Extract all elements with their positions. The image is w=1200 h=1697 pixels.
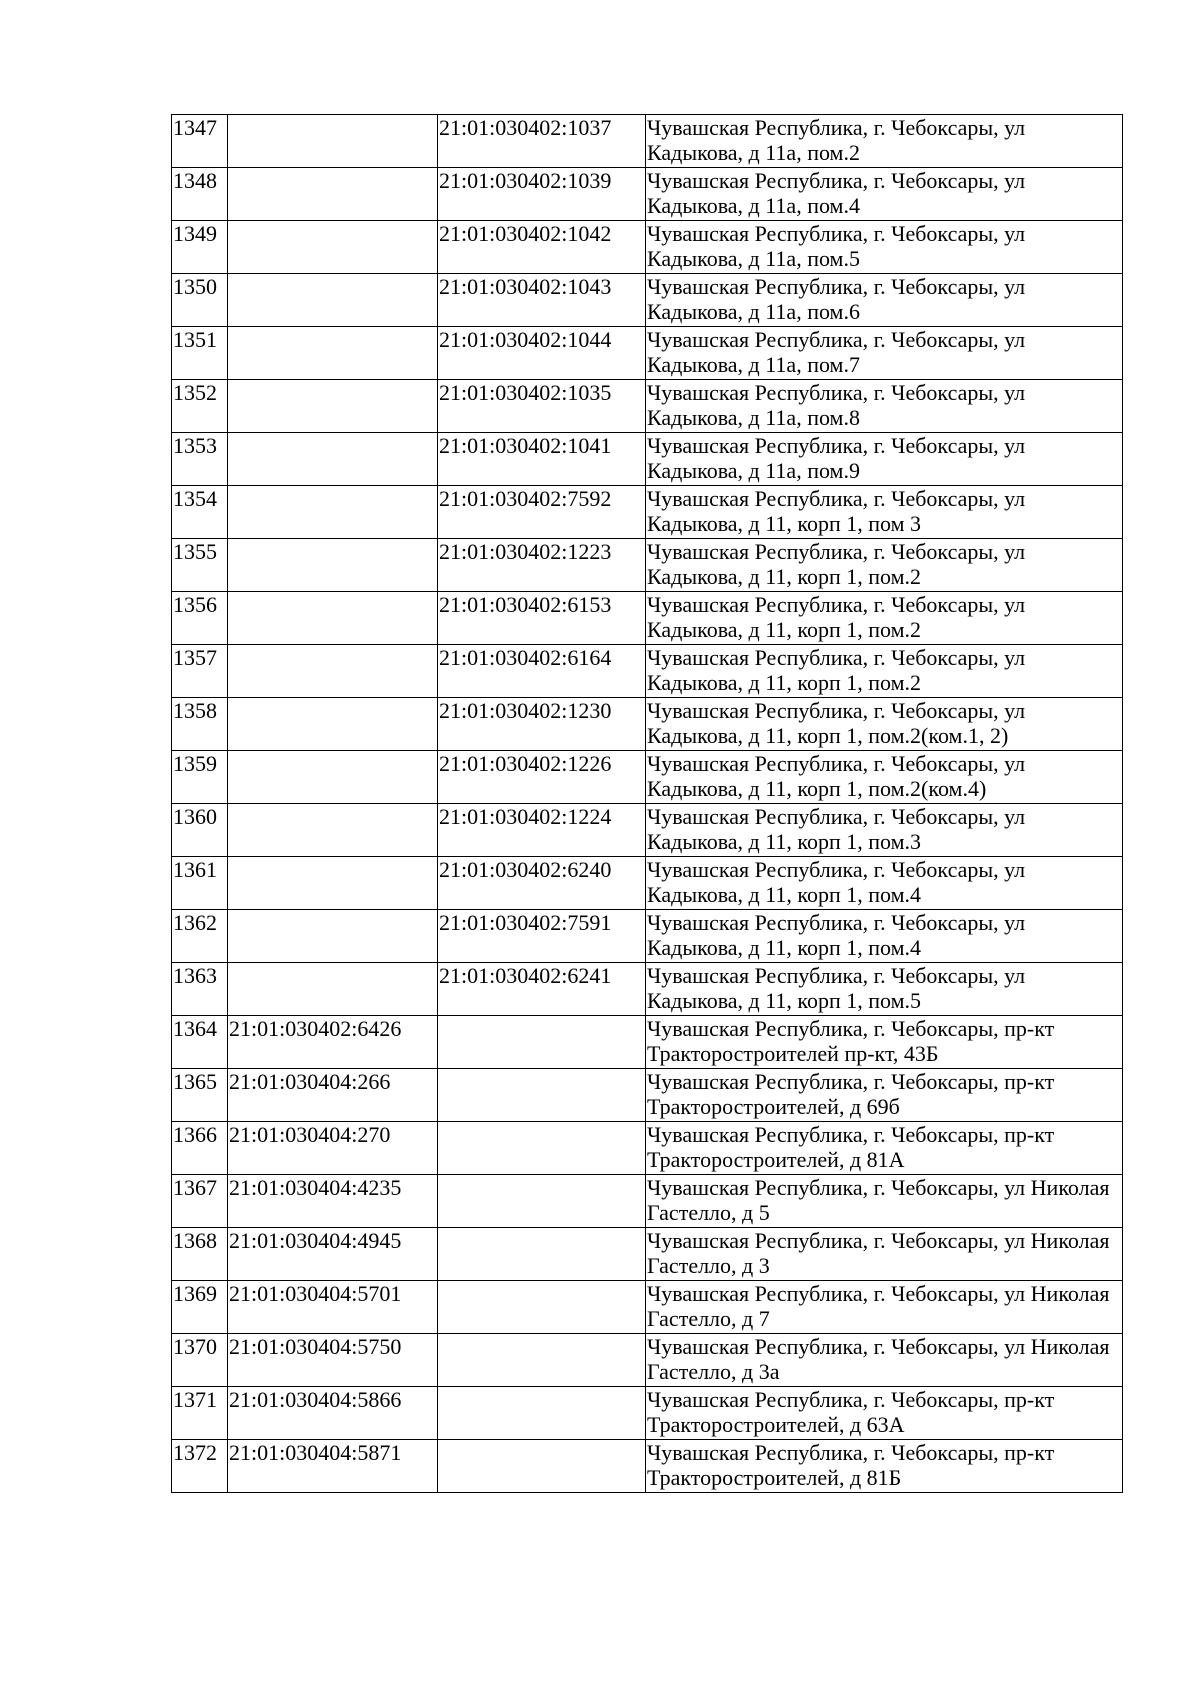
land-cadastral-number-cell: 21:01:030402:6426: [228, 1016, 438, 1069]
address-cell: Чувашская Республика, г. Чебоксары, пр-кт Тракторостроителей, д 81Б: [646, 1440, 1123, 1493]
building-cadastral-number-cell: 21:01:030402:6153: [438, 592, 646, 645]
land-cadastral-number-cell: [228, 539, 438, 592]
row-number-cell: 1349: [172, 221, 228, 274]
address-cell: Чувашская Республика, г. Чебоксары, ул Николая Гастелло, д 5: [646, 1175, 1123, 1228]
address-cell: Чувашская Республика, г. Чебоксары, ул Николая Гастелло, д 7: [646, 1281, 1123, 1334]
land-cadastral-number-cell: [228, 168, 438, 221]
land-cadastral-number-cell: 21:01:030404:5866: [228, 1387, 438, 1440]
table-row: [172, 1228, 1123, 1281]
building-cadastral-number-cell: 21:01:030402:7591: [438, 910, 646, 963]
address-cell: Чувашская Республика, г. Чебоксары, ул Кадыкова, д 11, корп 1, пом.2: [646, 645, 1123, 698]
building-cadastral-number-cell: 21:01:030402:7592: [438, 486, 646, 539]
table-row: [172, 115, 1123, 168]
row-number-cell: 1361: [172, 857, 228, 910]
address-cell: Чувашская Республика, г. Чебоксары, ул Кадыкова, д 11а, пом.2: [646, 115, 1123, 168]
address-cell: Чувашская Республика, г. Чебоксары, ул Кадыкова, д 11, корп 1, пом.4: [646, 857, 1123, 910]
land-cadastral-number-cell: [228, 221, 438, 274]
building-cadastral-number-cell: [438, 1175, 646, 1228]
land-cadastral-number-cell: [228, 751, 438, 804]
address-cell: Чувашская Республика, г. Чебоксары, ул Кадыкова, д 11, корп 1, пом 3: [646, 486, 1123, 539]
building-cadastral-number-cell: [438, 1334, 646, 1387]
table-row: [172, 327, 1123, 380]
address-cell: Чувашская Республика, г. Чебоксары, ул Николая Гастелло, д 3а: [646, 1334, 1123, 1387]
building-cadastral-number-cell: [438, 1387, 646, 1440]
table-row: [172, 221, 1123, 274]
table-row: [172, 857, 1123, 910]
address-cell: Чувашская Республика, г. Чебоксары, ул Николая Гастелло, д 3: [646, 1228, 1123, 1281]
row-number-cell: 1358: [172, 698, 228, 751]
table-row: [172, 539, 1123, 592]
building-cadastral-number-cell: 21:01:030402:1230: [438, 698, 646, 751]
property-table: [171, 114, 1123, 1493]
row-number-cell: 1352: [172, 380, 228, 433]
land-cadastral-number-cell: [228, 910, 438, 963]
address-cell: Чувашская Республика, г. Чебоксары, ул Кадыкова, д 11, корп 1, пом.4: [646, 910, 1123, 963]
row-number-cell: 1365: [172, 1069, 228, 1122]
land-cadastral-number-cell: [228, 327, 438, 380]
building-cadastral-number-cell: 21:01:030402:1044: [438, 327, 646, 380]
land-cadastral-number-cell: [228, 274, 438, 327]
table-row: [172, 1440, 1123, 1493]
row-number-cell: 1372: [172, 1440, 228, 1493]
building-cadastral-number-cell: 21:01:030402:6240: [438, 857, 646, 910]
building-cadastral-number-cell: 21:01:030402:1041: [438, 433, 646, 486]
row-number-cell: 1370: [172, 1334, 228, 1387]
table-row: [172, 592, 1123, 645]
address-cell: Чувашская Республика, г. Чебоксары, пр-кт Тракторостроителей, д 81А: [646, 1122, 1123, 1175]
row-number-cell: 1362: [172, 910, 228, 963]
table-row: [172, 1016, 1123, 1069]
table-row: [172, 1281, 1123, 1334]
land-cadastral-number-cell: 21:01:030404:4235: [228, 1175, 438, 1228]
row-number-cell: 1353: [172, 433, 228, 486]
building-cadastral-number-cell: 21:01:030402:1037: [438, 115, 646, 168]
row-number-cell: 1366: [172, 1122, 228, 1175]
table-row: [172, 486, 1123, 539]
row-number-cell: 1367: [172, 1175, 228, 1228]
land-cadastral-number-cell: [228, 115, 438, 168]
building-cadastral-number-cell: 21:01:030402:6164: [438, 645, 646, 698]
land-cadastral-number-cell: 21:01:030404:5750: [228, 1334, 438, 1387]
row-number-cell: 1363: [172, 963, 228, 1016]
table-row: [172, 963, 1123, 1016]
row-number-cell: 1360: [172, 804, 228, 857]
address-cell: Чувашская Республика, г. Чебоксары, ул Кадыкова, д 11а, пом.6: [646, 274, 1123, 327]
address-cell: Чувашская Республика, г. Чебоксары, пр-кт Тракторостроителей, д 63А: [646, 1387, 1123, 1440]
address-cell: Чувашская Республика, г. Чебоксары, ул Кадыкова, д 11, корп 1, пом.2: [646, 539, 1123, 592]
address-cell: Чувашская Республика, г. Чебоксары, ул Кадыкова, д 11, корп 1, пом.3: [646, 804, 1123, 857]
land-cadastral-number-cell: [228, 592, 438, 645]
table-row: [172, 751, 1123, 804]
building-cadastral-number-cell: [438, 1016, 646, 1069]
table-row: [172, 433, 1123, 486]
building-cadastral-number-cell: 21:01:030402:1043: [438, 274, 646, 327]
building-cadastral-number-cell: 21:01:030402:1224: [438, 804, 646, 857]
land-cadastral-number-cell: [228, 857, 438, 910]
land-cadastral-number-cell: [228, 804, 438, 857]
table-row: [172, 1069, 1123, 1122]
table-row: [172, 1175, 1123, 1228]
address-cell: Чувашская Республика, г. Чебоксары, ул Кадыкова, д 11а, пом.8: [646, 380, 1123, 433]
land-cadastral-number-cell: [228, 380, 438, 433]
table-row: [172, 1334, 1123, 1387]
land-cadastral-number-cell: 21:01:030404:266: [228, 1069, 438, 1122]
table-row: [172, 274, 1123, 327]
row-number-cell: 1357: [172, 645, 228, 698]
table-row: [172, 910, 1123, 963]
row-number-cell: 1364: [172, 1016, 228, 1069]
row-number-cell: 1350: [172, 274, 228, 327]
row-number-cell: 1348: [172, 168, 228, 221]
address-cell: Чувашская Республика, г. Чебоксары, ул Кадыкова, д 11а, пом.9: [646, 433, 1123, 486]
land-cadastral-number-cell: [228, 433, 438, 486]
building-cadastral-number-cell: [438, 1440, 646, 1493]
land-cadastral-number-cell: 21:01:030404:270: [228, 1122, 438, 1175]
table-row: [172, 804, 1123, 857]
address-cell: Чувашская Республика, г. Чебоксары, ул Кадыкова, д 11, корп 1, пом.2(ком.1, 2): [646, 698, 1123, 751]
land-cadastral-number-cell: [228, 698, 438, 751]
row-number-cell: 1369: [172, 1281, 228, 1334]
address-cell: Чувашская Республика, г. Чебоксары, ул Кадыкова, д 11, корп 1, пом.2: [646, 592, 1123, 645]
address-cell: Чувашская Республика, г. Чебоксары, ул Кадыкова, д 11, корп 1, пом.5: [646, 963, 1123, 1016]
land-cadastral-number-cell: [228, 963, 438, 1016]
building-cadastral-number-cell: 21:01:030402:1042: [438, 221, 646, 274]
table-row: [172, 168, 1123, 221]
row-number-cell: 1351: [172, 327, 228, 380]
row-number-cell: 1368: [172, 1228, 228, 1281]
address-cell: Чувашская Республика, г. Чебоксары, пр-кт Тракторостроителей пр-кт, 43Б: [646, 1016, 1123, 1069]
building-cadastral-number-cell: 21:01:030402:6241: [438, 963, 646, 1016]
row-number-cell: 1354: [172, 486, 228, 539]
address-cell: Чувашская Республика, г. Чебоксары, ул Кадыкова, д 11, корп 1, пом.2(ком.4): [646, 751, 1123, 804]
land-cadastral-number-cell: 21:01:030404:4945: [228, 1228, 438, 1281]
table-row: [172, 698, 1123, 751]
table-row: [172, 1122, 1123, 1175]
address-cell: Чувашская Республика, г. Чебоксары, ул Кадыкова, д 11а, пом.7: [646, 327, 1123, 380]
land-cadastral-number-cell: [228, 645, 438, 698]
table-row: [172, 380, 1123, 433]
building-cadastral-number-cell: 21:01:030402:1039: [438, 168, 646, 221]
table-body: [172, 115, 1123, 1493]
table-row: [172, 1387, 1123, 1440]
row-number-cell: 1355: [172, 539, 228, 592]
land-cadastral-number-cell: 21:01:030404:5871: [228, 1440, 438, 1493]
building-cadastral-number-cell: 21:01:030402:1226: [438, 751, 646, 804]
building-cadastral-number-cell: 21:01:030402:1223: [438, 539, 646, 592]
row-number-cell: 1371: [172, 1387, 228, 1440]
building-cadastral-number-cell: [438, 1228, 646, 1281]
land-cadastral-number-cell: [228, 486, 438, 539]
building-cadastral-number-cell: [438, 1122, 646, 1175]
address-cell: Чувашская Республика, г. Чебоксары, ул Кадыкова, д 11а, пом.5: [646, 221, 1123, 274]
building-cadastral-number-cell: 21:01:030402:1035: [438, 380, 646, 433]
table-row: [172, 645, 1123, 698]
building-cadastral-number-cell: [438, 1281, 646, 1334]
land-cadastral-number-cell: 21:01:030404:5701: [228, 1281, 438, 1334]
row-number-cell: 1347: [172, 115, 228, 168]
address-cell: Чувашская Республика, г. Чебоксары, пр-кт Тракторостроителей, д 69б: [646, 1069, 1123, 1122]
row-number-cell: 1356: [172, 592, 228, 645]
address-cell: Чувашская Республика, г. Чебоксары, ул Кадыкова, д 11а, пом.4: [646, 168, 1123, 221]
building-cadastral-number-cell: [438, 1069, 646, 1122]
row-number-cell: 1359: [172, 751, 228, 804]
